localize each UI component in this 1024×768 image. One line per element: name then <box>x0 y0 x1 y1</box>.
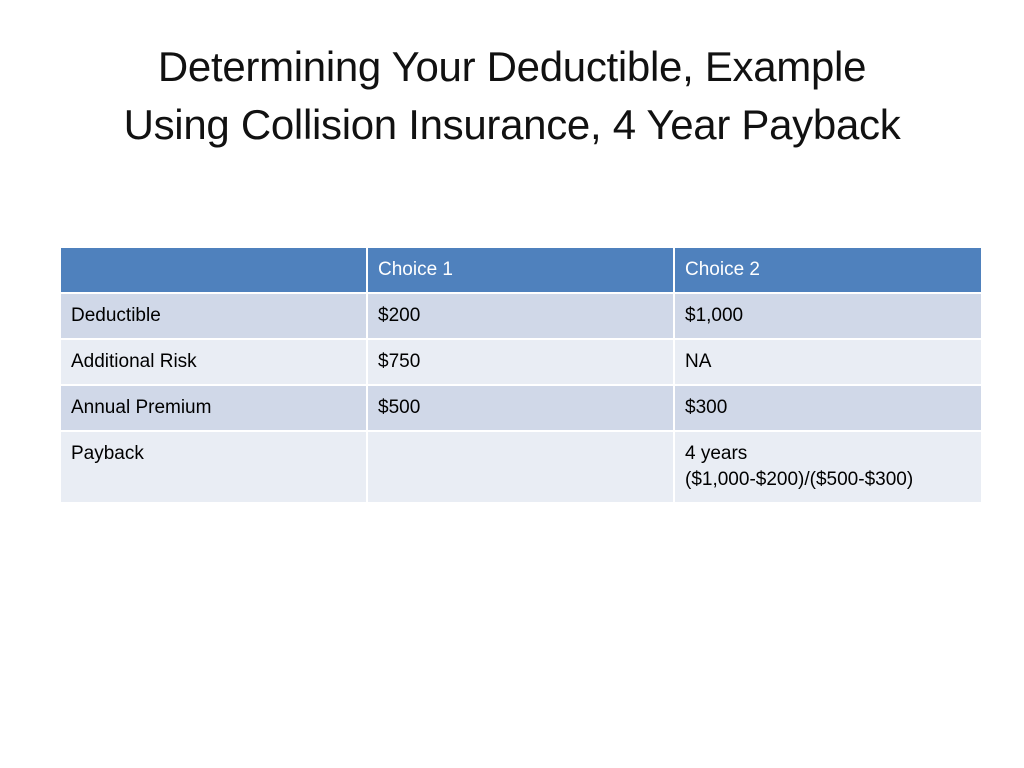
cell-payback-choice-1 <box>367 431 674 503</box>
header-cell-empty <box>60 247 367 293</box>
cell-deductible-choice-2: $1,000 <box>674 293 982 339</box>
table-header-row <box>60 247 982 293</box>
deductible-table <box>59 246 983 504</box>
cell-annual-premium-choice-2: $300 <box>674 385 982 431</box>
header-cell-choice-1: Choice 1 <box>367 247 674 293</box>
deductible-table-container <box>59 246 981 504</box>
payback-years: 4 years <box>685 443 748 464</box>
row-label-payback: Payback <box>60 431 367 503</box>
cell-additional-risk-choice-2: NA <box>674 339 982 385</box>
row-label-annual-premium: Annual Premium <box>60 385 367 431</box>
header-cell-choice-2: Choice 2 <box>674 247 982 293</box>
table-row <box>60 385 982 431</box>
cell-additional-risk-choice-1: $750 <box>367 339 674 385</box>
payback-formula: ($1,000-$200)/($500-$300) <box>685 469 914 490</box>
row-label-deductible: Deductible <box>60 293 367 339</box>
title-line-2: Using Collision Insurance, 4 Year Payback <box>123 101 901 148</box>
cell-deductible-choice-1: $200 <box>367 293 674 339</box>
cell-payback-choice-2 <box>674 431 982 503</box>
row-label-additional-risk: Additional Risk <box>60 339 367 385</box>
slide-title <box>40 38 984 154</box>
table-row <box>60 339 982 385</box>
table-row <box>60 431 982 503</box>
table-row <box>60 293 982 339</box>
title-line-1: Determining Your Deductible, Example <box>157 43 867 90</box>
cell-annual-premium-choice-1: $500 <box>367 385 674 431</box>
